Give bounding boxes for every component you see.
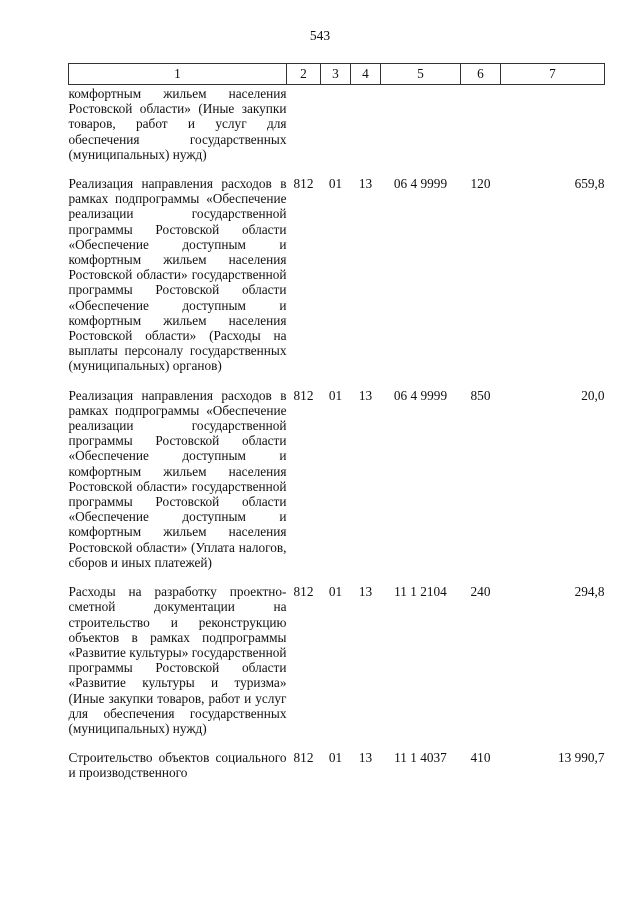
cell-target-item: 11 1 4037: [394, 750, 447, 766]
cell-ministry-code: 812: [293, 584, 314, 600]
table-row: [69, 570, 605, 736]
cell-expense-type: 240: [470, 584, 491, 600]
cell-section: [321, 85, 351, 163]
row-description: Реализация направления расходов в рамках подпрограммы «Обеспечение реализации государственной программы Ростовской области «Обеспечение доступным и комфортным жильем населения Ростовской области» государственной программы Ростовской области «Обеспечение доступным и комфортным жильем населения Ростовской области» (Уплата налогов, сборов и иных платежей): [68, 387, 287, 570]
column-header-1: 1: [69, 64, 287, 85]
column-header-5: 5: [381, 64, 461, 85]
cell-amount: 20,0: [581, 387, 605, 403]
cell-amount: 659,8: [574, 176, 605, 192]
cell-target-item: 06 4 9999: [393, 387, 448, 403]
cell-target-item: [381, 85, 461, 163]
cell-expense-type: 850: [470, 387, 491, 403]
cell-ministry-code: 812: [293, 387, 314, 403]
row-description: Расходы на разработку проектно-сметной документации на строительство и реконструкцию объектов в рамках подпрограммы «Развитие культуры» государственной программы Ростовской области «Развитие культуры и туризма» (Иные закупки товаров, работ и услуг для обеспечения государственных (муниципальных) нужд): [68, 584, 287, 736]
cell-section: 01: [328, 584, 343, 600]
cell-ministry-code: 812: [293, 750, 314, 766]
table-header-row: [69, 64, 605, 85]
table-row: [69, 736, 605, 780]
column-header-7: 7: [501, 64, 605, 85]
budget-table: [68, 63, 605, 781]
column-header-2: 2: [287, 64, 321, 85]
table-row: [69, 374, 605, 570]
cell-subsection: 13: [358, 176, 373, 192]
cell-expense-type: 410: [470, 750, 491, 766]
cell-subsection: 13: [358, 584, 373, 600]
cell-target-item: 11 1 2104: [394, 584, 447, 600]
cell-amount: 13 990,7: [557, 750, 605, 766]
column-header-3: 3: [321, 64, 351, 85]
column-header-4: 4: [351, 64, 381, 85]
row-description: Строительство объектов социального и производственного: [68, 750, 287, 781]
table-row: [69, 85, 605, 163]
table-row: [69, 162, 605, 374]
cell-section: 01: [328, 176, 343, 192]
cell-target-item: 06 4 9999: [393, 176, 448, 192]
cell-subsection: 13: [358, 387, 373, 403]
cell-expense-type: [461, 85, 501, 163]
page-number: 543: [309, 28, 331, 43]
row-description: Реализация направления расходов в рамках подпрограммы «Обеспечение реализации государственной программы Ростовской области «Обеспечение доступным и комфортным жильем населения Ростовской области» государственной программы Ростовской области «Обеспечение доступным и комфортным жильем населения Ростовской области» (Расходы на выплаты персоналу государственных (муниципальных) органов): [68, 176, 287, 374]
cell-section: 01: [328, 387, 343, 403]
cell-amount: [501, 85, 605, 163]
cell-section: 01: [328, 750, 343, 766]
column-header-6: 6: [461, 64, 501, 85]
cell-subsection: 13: [358, 750, 373, 766]
cell-subsection: [351, 85, 381, 163]
cell-ministry-code: [287, 85, 321, 163]
cell-ministry-code: 812: [293, 176, 314, 192]
cell-expense-type: 120: [470, 176, 491, 192]
cell-amount: 294,8: [574, 584, 605, 600]
row-description: комфортным жильем населения Ростовской области» (Иные закупки товаров, работ и услуг для обеспечения государственных (муниципальных) нужд): [68, 86, 287, 162]
